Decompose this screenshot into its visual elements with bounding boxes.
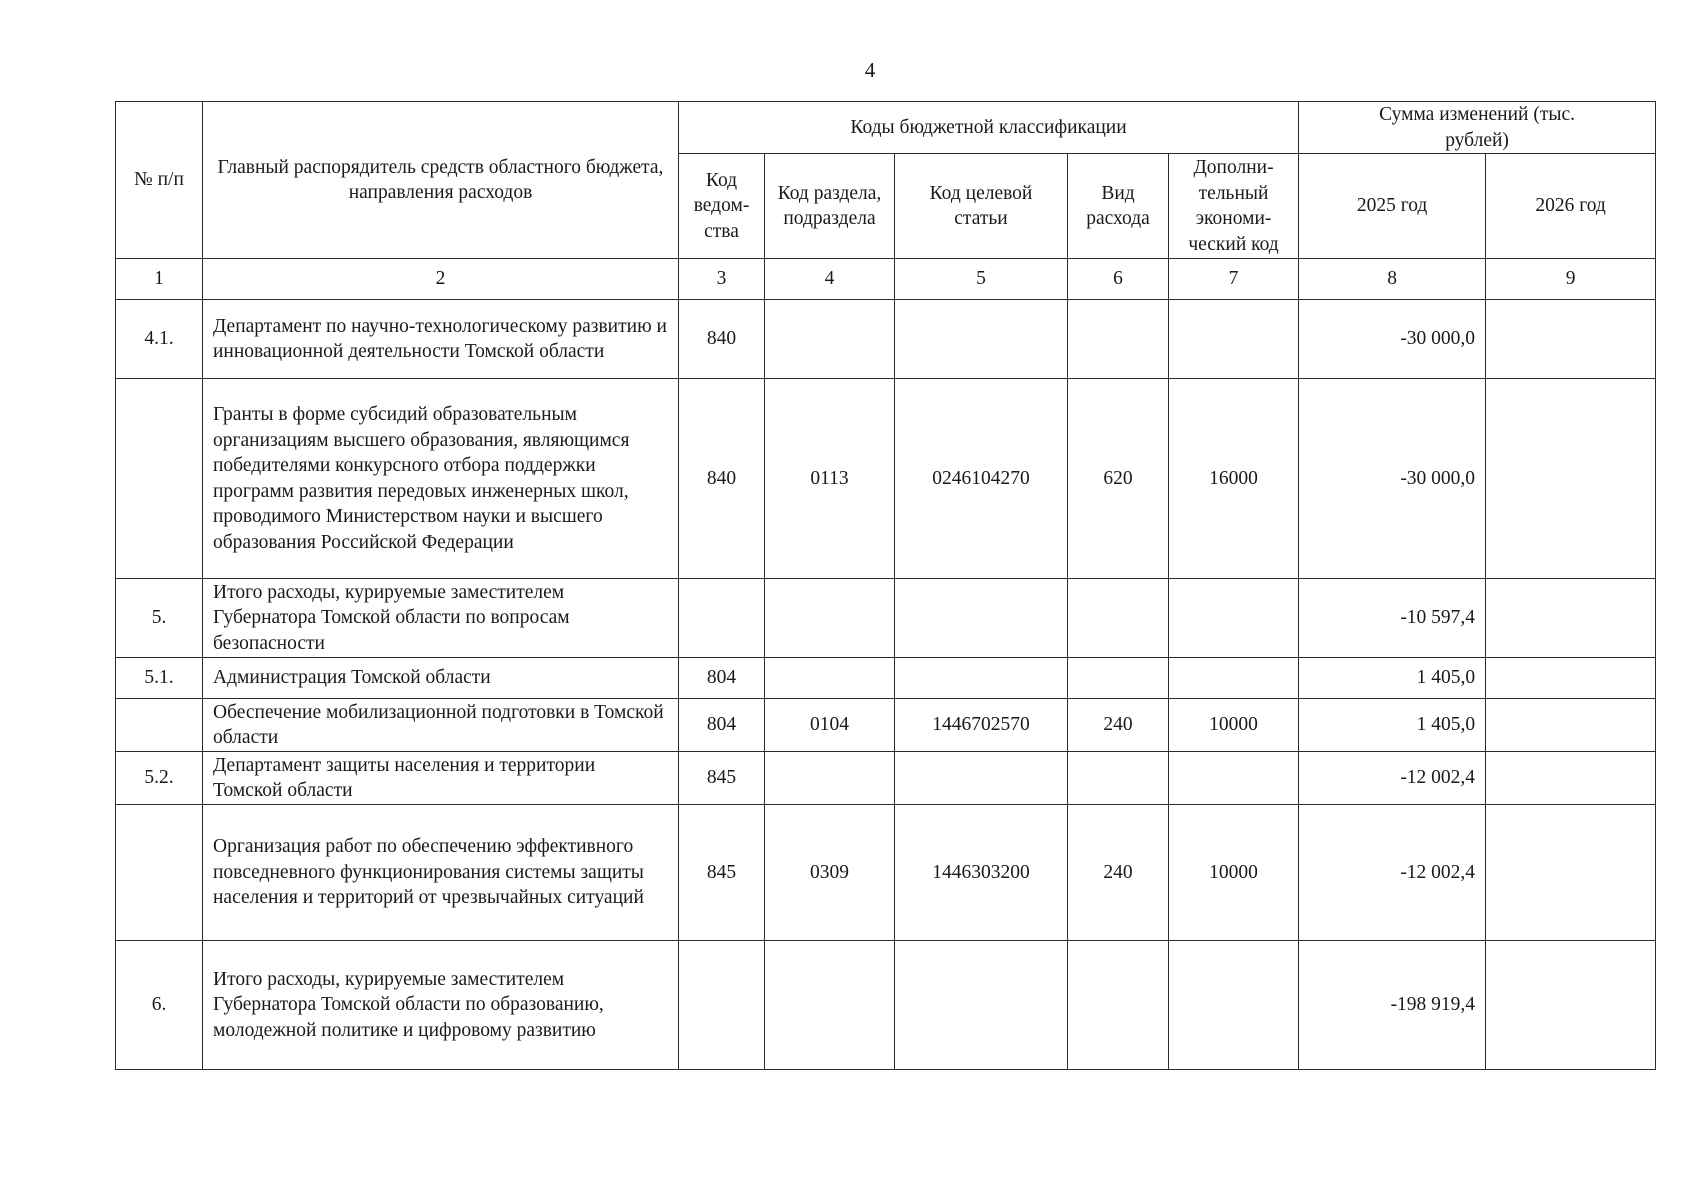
row-num <box>116 805 203 941</box>
row-sum-2026 <box>1486 300 1656 379</box>
row-num: 5. <box>116 579 203 658</box>
row-expense-type: 240 <box>1068 699 1169 752</box>
row-dept-code: 804 <box>679 658 765 699</box>
table-row <box>116 805 1656 941</box>
table-row <box>116 941 1656 1070</box>
row-sum-2025: 1 405,0 <box>1299 699 1486 752</box>
row-num: 4.1. <box>116 300 203 379</box>
row-sum-2025: -12 002,4 <box>1299 805 1486 941</box>
row-dept-code: 840 <box>679 300 765 379</box>
row-sum-2026 <box>1486 379 1656 579</box>
row-name: Итого расходы, курируемые заместителем Губернатора Томской области по вопросам безопасности <box>203 579 679 658</box>
row-expense-type: 620 <box>1068 379 1169 579</box>
row-name: Департамент по научно-технологическому развитию и инновационной деятельности Томской области <box>203 300 679 379</box>
row-name: Департамент защиты населения и территории Томской области <box>203 752 679 805</box>
header-codes-group: Коды бюджетной классификации <box>679 102 1299 154</box>
header-section-code: Код раздела, подраздела <box>765 154 895 259</box>
row-target-code: 1446702570 <box>895 699 1068 752</box>
table-row <box>116 658 1656 699</box>
row-section-code: 0113 <box>765 379 895 579</box>
row-expense-type <box>1068 752 1169 805</box>
row-num <box>116 699 203 752</box>
header-year-2025: 2025 год <box>1299 154 1486 259</box>
row-dept-code: 804 <box>679 699 765 752</box>
table-row <box>116 579 1656 658</box>
row-sum-2025: -30 000,0 <box>1299 300 1486 379</box>
table-row <box>116 752 1656 805</box>
row-name: Гранты в форме субсидий образовательным организациям высшего образования, являющимся победителями конкурсного отбора поддержки программ развития передовых инженерных школ, проводимого Министерством науки и высшего образования Российской Федерации <box>203 379 679 579</box>
table-row <box>116 699 1656 752</box>
row-name: Администрация Томской области <box>203 658 679 699</box>
row-target-code <box>895 752 1068 805</box>
column-number: 6 <box>1068 259 1169 300</box>
column-number: 9 <box>1486 259 1656 300</box>
row-sum-2026 <box>1486 941 1656 1070</box>
row-dept-code <box>679 941 765 1070</box>
row-target-code: 0246104270 <box>895 379 1068 579</box>
row-target-code: 1446303200 <box>895 805 1068 941</box>
row-sum-2025: -10 597,4 <box>1299 579 1486 658</box>
row-econ-code <box>1169 941 1299 1070</box>
row-econ-code <box>1169 300 1299 379</box>
row-expense-type: 240 <box>1068 805 1169 941</box>
row-section-code <box>765 579 895 658</box>
row-expense-type <box>1068 658 1169 699</box>
row-num: 5.2. <box>116 752 203 805</box>
header-name: Главный распорядитель средств областного бюджета, направления расходов <box>203 102 679 259</box>
row-sum-2025: -12 002,4 <box>1299 752 1486 805</box>
header-num: № п/п <box>116 102 203 259</box>
row-dept-code: 840 <box>679 379 765 579</box>
row-expense-type <box>1068 579 1169 658</box>
row-section-code <box>765 300 895 379</box>
column-number: 8 <box>1299 259 1486 300</box>
row-section-code: 0309 <box>765 805 895 941</box>
row-expense-type <box>1068 300 1169 379</box>
column-number: 7 <box>1169 259 1299 300</box>
row-section-code <box>765 941 895 1070</box>
row-dept-code: 845 <box>679 752 765 805</box>
row-sum-2026 <box>1486 579 1656 658</box>
row-name: Обеспечение мобилизационной подготовки в Томской области <box>203 699 679 752</box>
row-sum-2025: -198 919,4 <box>1299 941 1486 1070</box>
row-name: Итого расходы, курируемые заместителем Губернатора Томской области по образованию, молодежной политике и цифровому развитию <box>203 941 679 1070</box>
row-econ-code: 10000 <box>1169 805 1299 941</box>
header-econ-code: Дополни-тельный экономи-ческий код <box>1169 154 1299 259</box>
column-number: 1 <box>116 259 203 300</box>
table-row <box>116 300 1656 379</box>
row-section-code <box>765 752 895 805</box>
header-year-2026: 2026 год <box>1486 154 1656 259</box>
row-sum-2026 <box>1486 699 1656 752</box>
header-expense-type: Вид расхода <box>1068 154 1169 259</box>
row-sum-2026 <box>1486 752 1656 805</box>
row-name: Организация работ по обеспечению эффективного повседневного функционирования системы защиты населения и территорий от чрезвычайных ситуаций <box>203 805 679 941</box>
row-sum-2025: -30 000,0 <box>1299 379 1486 579</box>
row-dept-code <box>679 579 765 658</box>
column-number: 3 <box>679 259 765 300</box>
column-number: 4 <box>765 259 895 300</box>
row-sum-2026 <box>1486 658 1656 699</box>
row-sum-2025: 1 405,0 <box>1299 658 1486 699</box>
row-econ-code <box>1169 658 1299 699</box>
row-section-code: 0104 <box>765 699 895 752</box>
row-dept-code: 845 <box>679 805 765 941</box>
row-num: 6. <box>116 941 203 1070</box>
row-section-code <box>765 658 895 699</box>
table-row <box>116 379 1656 579</box>
row-econ-code: 16000 <box>1169 379 1299 579</box>
page-number: 4 <box>864 58 876 82</box>
column-number-row <box>116 259 1656 300</box>
row-econ-code: 10000 <box>1169 699 1299 752</box>
row-expense-type <box>1068 941 1169 1070</box>
header-sum-group: Сумма изменений (тыс. рублей) <box>1299 102 1656 154</box>
row-target-code <box>895 300 1068 379</box>
row-sum-2026 <box>1486 805 1656 941</box>
row-econ-code <box>1169 579 1299 658</box>
row-target-code <box>895 941 1068 1070</box>
row-target-code <box>895 658 1068 699</box>
header-target-code: Код целевой статьи <box>895 154 1068 259</box>
column-number: 5 <box>895 259 1068 300</box>
column-number: 2 <box>203 259 679 300</box>
row-num <box>116 379 203 579</box>
row-target-code <box>895 579 1068 658</box>
row-econ-code <box>1169 752 1299 805</box>
budget-table <box>115 101 1656 1070</box>
row-num: 5.1. <box>116 658 203 699</box>
header-dept-code: Код ведом-ства <box>679 154 765 259</box>
